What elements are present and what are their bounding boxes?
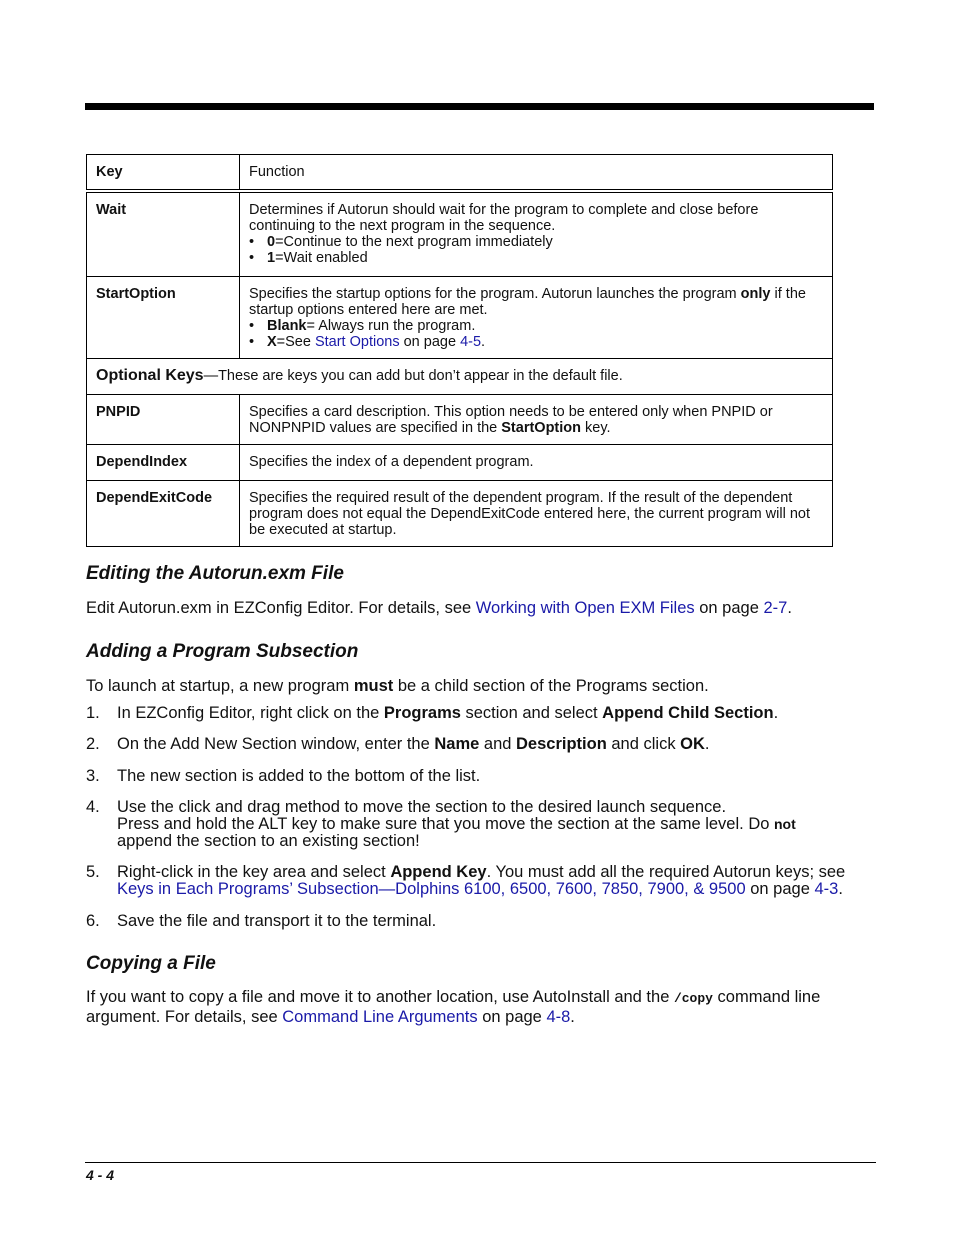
adding-heading: Adding a Program Subsection xyxy=(86,641,359,662)
header-key-cell: Key xyxy=(87,155,240,192)
desc-dependexitcode: Specifies the required result of the dependent program. If the result of the dependent program does not equal the DependExitCode entered here, the current program will not be executed at startup. xyxy=(240,481,833,547)
command-line-arguments-link[interactable]: Command Line Arguments xyxy=(282,1008,478,1026)
table-row-dependexitcode xyxy=(87,481,833,547)
desc-startoption xyxy=(240,277,833,359)
list-item: 3. The new section is added to the bottom of the list. xyxy=(86,767,481,785)
key-startoption: StartOption xyxy=(87,277,240,359)
table-row-wait xyxy=(87,191,833,277)
page-4-3-link[interactable]: 4-3 xyxy=(814,880,839,898)
page-2-7-link[interactable]: 2-7 xyxy=(763,599,788,617)
desc-wait xyxy=(240,191,833,277)
wait-description: Determines if Autorun should wait for the program to complete and close before continuing to the next program in the sequence. xyxy=(249,202,759,234)
table-row-pnpid xyxy=(87,395,833,445)
optional-keys-cell xyxy=(87,359,833,395)
desc-dependindex: Specifies the index of a dependent program. xyxy=(240,445,833,481)
list-item: 1. In EZConfig Editor, right click on the Programs section and select Append Child Section. xyxy=(86,704,779,722)
startoption-description: Specifies the startup options for the program. Autorun launches the program only if the startup options entered here are met. xyxy=(249,286,806,318)
start-options-link[interactable]: Start Options xyxy=(314,334,400,350)
keys-in-programs-link[interactable]: Keys in Each Programs’ Subsection—Dolphins 6100, 6500, 7600, 7850, 7900, & 9500 xyxy=(117,880,746,898)
wait-options-list xyxy=(249,234,823,266)
editing-paragraph: Edit Autorun.exm in EZConfig Editor. For details, see Working with Open EXM Files on page 2-7. xyxy=(86,599,792,617)
key-wait: Wait xyxy=(87,191,240,277)
page-4-5-link[interactable]: 4-5 xyxy=(460,334,482,350)
optional-keys-title: Optional Keys xyxy=(96,367,204,384)
working-with-exm-link[interactable]: Working with Open EXM Files xyxy=(475,599,695,617)
list-item: 6. Save the file and transport it to the terminal. xyxy=(86,912,437,930)
page-number: 4 - 4 xyxy=(86,1167,115,1183)
list-item: 2. On the Add New Section window, enter the Name and Description and click OK. xyxy=(86,735,710,753)
desc-pnpid: Specifies a card description. This option needs to be entered only when PNPID or NONPNPID values are specified in the StartOption key. xyxy=(240,395,833,445)
table-row-startoption xyxy=(87,277,833,359)
startoption-options-list xyxy=(249,318,823,350)
key-pnpid: PNPID xyxy=(87,395,240,445)
optional-keys-note: —These are keys you can add but don’t appear in the default file. xyxy=(203,368,623,384)
list-item: • 0=Continue to the next program immediately xyxy=(249,234,823,250)
list-item: 5. Right-click in the key area and select Append Key. You must add all the required Autorun keys; see Keys in Each Programs’ Subsection—Dolphins 6100, 6500, 7600, 7850, 7900, & 9500 on page 4-3. xyxy=(86,863,846,898)
list-item: • Blank= Always run the program. xyxy=(249,318,823,334)
header-function-cell: Function xyxy=(240,155,833,192)
page-4-8-link[interactable]: 4-8 xyxy=(546,1008,571,1026)
copying-heading: Copying a File xyxy=(86,953,216,974)
table-row-optional-keys xyxy=(87,359,833,395)
autorun-keys-table xyxy=(86,154,833,547)
key-dependindex: DependIndex xyxy=(87,445,240,481)
adding-intro: To launch at startup, a new program must be a child section of the Programs section. xyxy=(86,677,709,695)
copying-paragraph: If you want to copy a file and move it to another location, use AutoInstall and the /copy command line argument. For details, see Command Line Arguments on page 4-8. xyxy=(86,988,821,1026)
header-rule xyxy=(85,103,874,110)
list-item: 4. Use the click and drag method to move the section to the desired launch sequence. Press and hold the ALT key to make sure that you move the section at the same level. Do not append the section to an existing section! xyxy=(86,798,796,850)
table-header-row xyxy=(87,155,833,192)
table-row-dependindex xyxy=(87,445,833,481)
list-item: • X=See Start Options on page 4-5. xyxy=(249,334,823,350)
key-dependexitcode: DependExitCode xyxy=(87,481,240,547)
footer-rule xyxy=(85,1162,876,1163)
list-item: • 1=Wait enabled xyxy=(249,250,823,266)
editing-heading: Editing the Autorun.exm File xyxy=(86,563,344,584)
